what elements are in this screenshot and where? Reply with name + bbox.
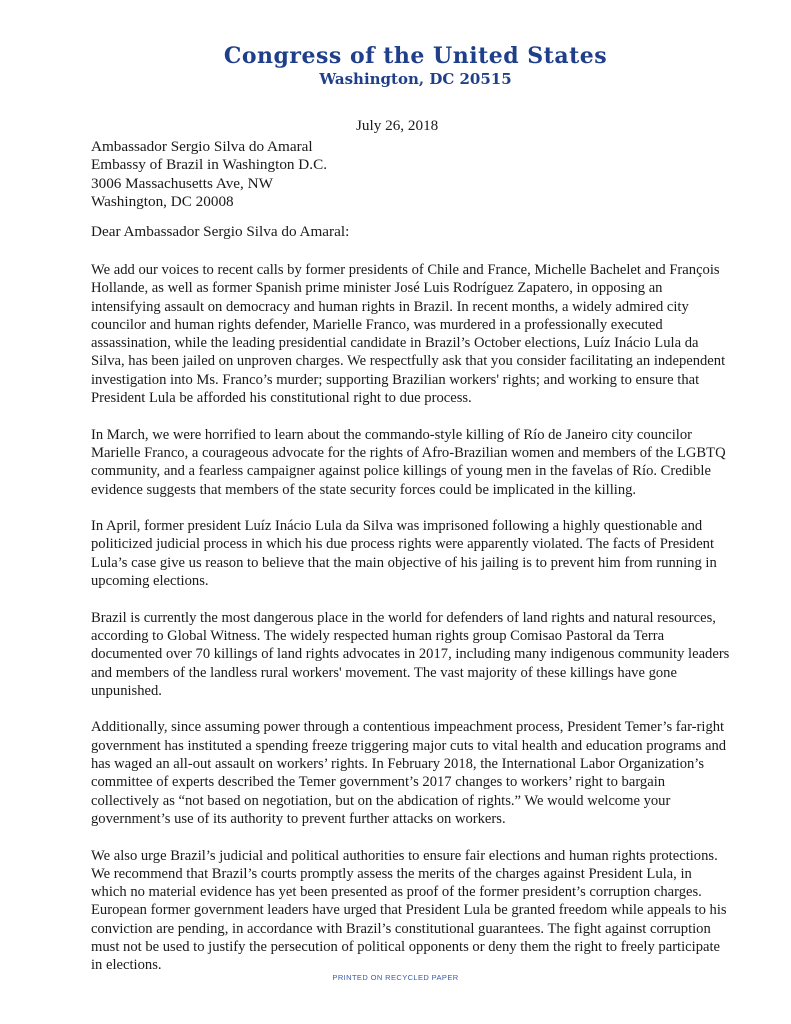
recipient-street: 3006 Massachusetts Ave, NW: [91, 174, 273, 192]
recycled-paper-footer: PRINTED ON RECYCLED PAPER: [332, 973, 459, 982]
recipient-name: Ambassador Sergio Silva do Amaral: [91, 138, 313, 155]
salutation: Dear Ambassador Sergio Silva do Amaral:: [91, 223, 350, 240]
recipient-address-block: [91, 138, 327, 212]
letter-date: July 26, 2018: [356, 117, 439, 134]
body-paragraph: Brazil is currently the most dangerous place in the world for defenders of land rights and natural resources, according to Global Witness. The widely respected human rights group Comisao Pastoral da Terra documented over 70 killings of land rights advocates in 2017, including many indigenous community leaders and members of the landless rural workers' movement. The vast majority of these killings have gone unpunished.: [91, 609, 730, 699]
letterhead-title: Congress of the United States: [223, 43, 608, 69]
letterhead: [0, 44, 791, 88]
letter-body: [91, 261, 731, 993]
body-paragraph: We also urge Brazil’s judicial and political authorities to ensure fair elections and human rights protections. We recommend that Brazil’s courts promptly assess the merits of the charges against President Lula, in which no material evidence has yet been presented as proof of the former president’s corruption charges. European former government leaders have urged that President Lula be granted freedom while appeals to his conviction are pending, in accordance with Brazil’s constitutional guarantees. The fight against corruption must not be used to justify the persecution of political opponents or deny them the right to freely participate in elections.: [91, 847, 727, 974]
body-paragraph: In March, we were horrified to learn about the commando-style killing of Río de Janeiro city councilor Marielle Franco, a courageous advocate for the rights of Afro-Brazilian women and members of the LGBTQ community, and a fearless campaigner against police killings of young men in the favelas of Río. Credible evidence suggests that members of the state security forces could be implicated in the killing.: [91, 426, 726, 498]
body-paragraph: In April, former president Luíz Inácio Lula da Silva was imprisoned following a highly questionable and politicized judicial process in which his due process rights were apparently violated. The facts of President Lula’s case give us reason to believe that the main objective of his jailing is to prevent him from running in upcoming elections.: [91, 518, 717, 590]
body-paragraph: We add our voices to recent calls by former presidents of Chile and France, Michelle Bachelet and François Hollande, as well as former Spanish prime minister José Luis Rodríguez Zapatero, in opposing an intensifying assault on democracy and human rights in Brazil. In recent months, a widely admired city councilor and human rights defender, Marielle Franco, was murdered in a professionally executed assassination, while the leading presidential candidate in Brazil’s October elections, Luíz Inácio Lula da Silva, has been jailed on unproven charges. We respectfully ask that you consider facilitating an independent investigation into Ms. Franco’s murder; supporting Brazilian workers' rights; and working to ensure that President Lula be afforded his constitutional right to due process.: [91, 262, 726, 407]
letterhead-address: Washington, DC 20515: [319, 70, 512, 88]
recipient-organization: Embassy of Brazil in Washington D.C.: [91, 156, 327, 174]
recipient-city: Washington, DC 20008: [91, 193, 234, 211]
body-paragraph: Additionally, since assuming power through a contentious impeachment process, President Temer’s far-right government has instituted a spending freeze triggering major cuts to vital health and education programs and has waged an all-out assault on workers’ rights. In February 2018, the International Labor Organization’s committee of experts described the Temer government’s 2017 changes to workers’ right to bargain collectively as “not based on negotiation, but on the abdication of rights.” We would welcome your government’s use of its authority to prevent further attacks on workers.: [91, 719, 727, 827]
